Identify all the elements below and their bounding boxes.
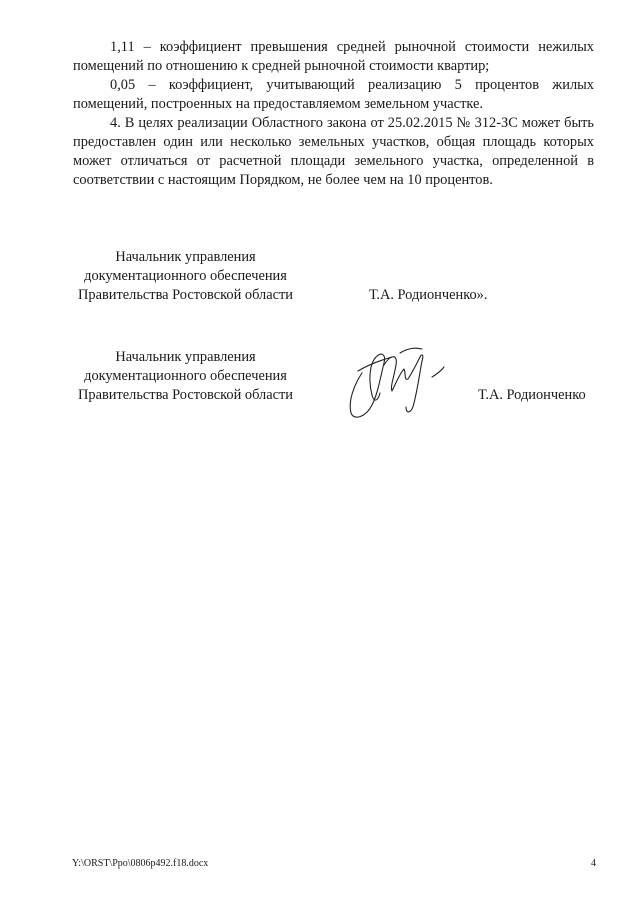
- signatory-title-line: документационного обеспечения: [84, 268, 287, 284]
- signatory-title-line: Начальник управления: [115, 349, 256, 365]
- file-path: Y:\ORST\Ppo\0806p492.f18.docx: [72, 858, 209, 869]
- signatory-title-line: Начальник управления: [115, 249, 256, 265]
- signatory-name: Т.А. Родионченко: [478, 387, 586, 403]
- body-text: [73, 38, 594, 190]
- signatory-title-line: документационного обеспечения: [84, 368, 287, 384]
- signatory-title-line: Правительства Ростовской области: [78, 287, 293, 303]
- paragraph-coefficient-0-05: 0,05 – коэффициент, учитывающий реализацию 5 процентов жилых помещений, построенных на предоставляемом земельном участке.: [73, 77, 594, 112]
- handwritten-signature: [340, 343, 450, 421]
- signatory-title-line: Правительства Ростовской области: [78, 387, 293, 403]
- page-number: 4: [591, 858, 596, 869]
- signatory-title: [63, 348, 308, 405]
- paragraph-coefficient-1-11: 1,11 – коэффициент превышения средней рыночной стоимости нежилых помещений по отношению к средней рыночной стоимости квартир;: [73, 39, 594, 74]
- paragraph-item-4: 4. В целях реализации Областного закона от 25.02.2015 № 312-ЗС может быть предоставлен один или несколько земельных участков, общая площадь которых может отличаться от расчетной площади земельного участка, определенной в соответствии с настоящим Порядком, не более чем на 10 процентов.: [73, 115, 594, 188]
- signatory-title: [63, 248, 308, 305]
- signatory-name: Т.А. Родионченко».: [369, 287, 488, 303]
